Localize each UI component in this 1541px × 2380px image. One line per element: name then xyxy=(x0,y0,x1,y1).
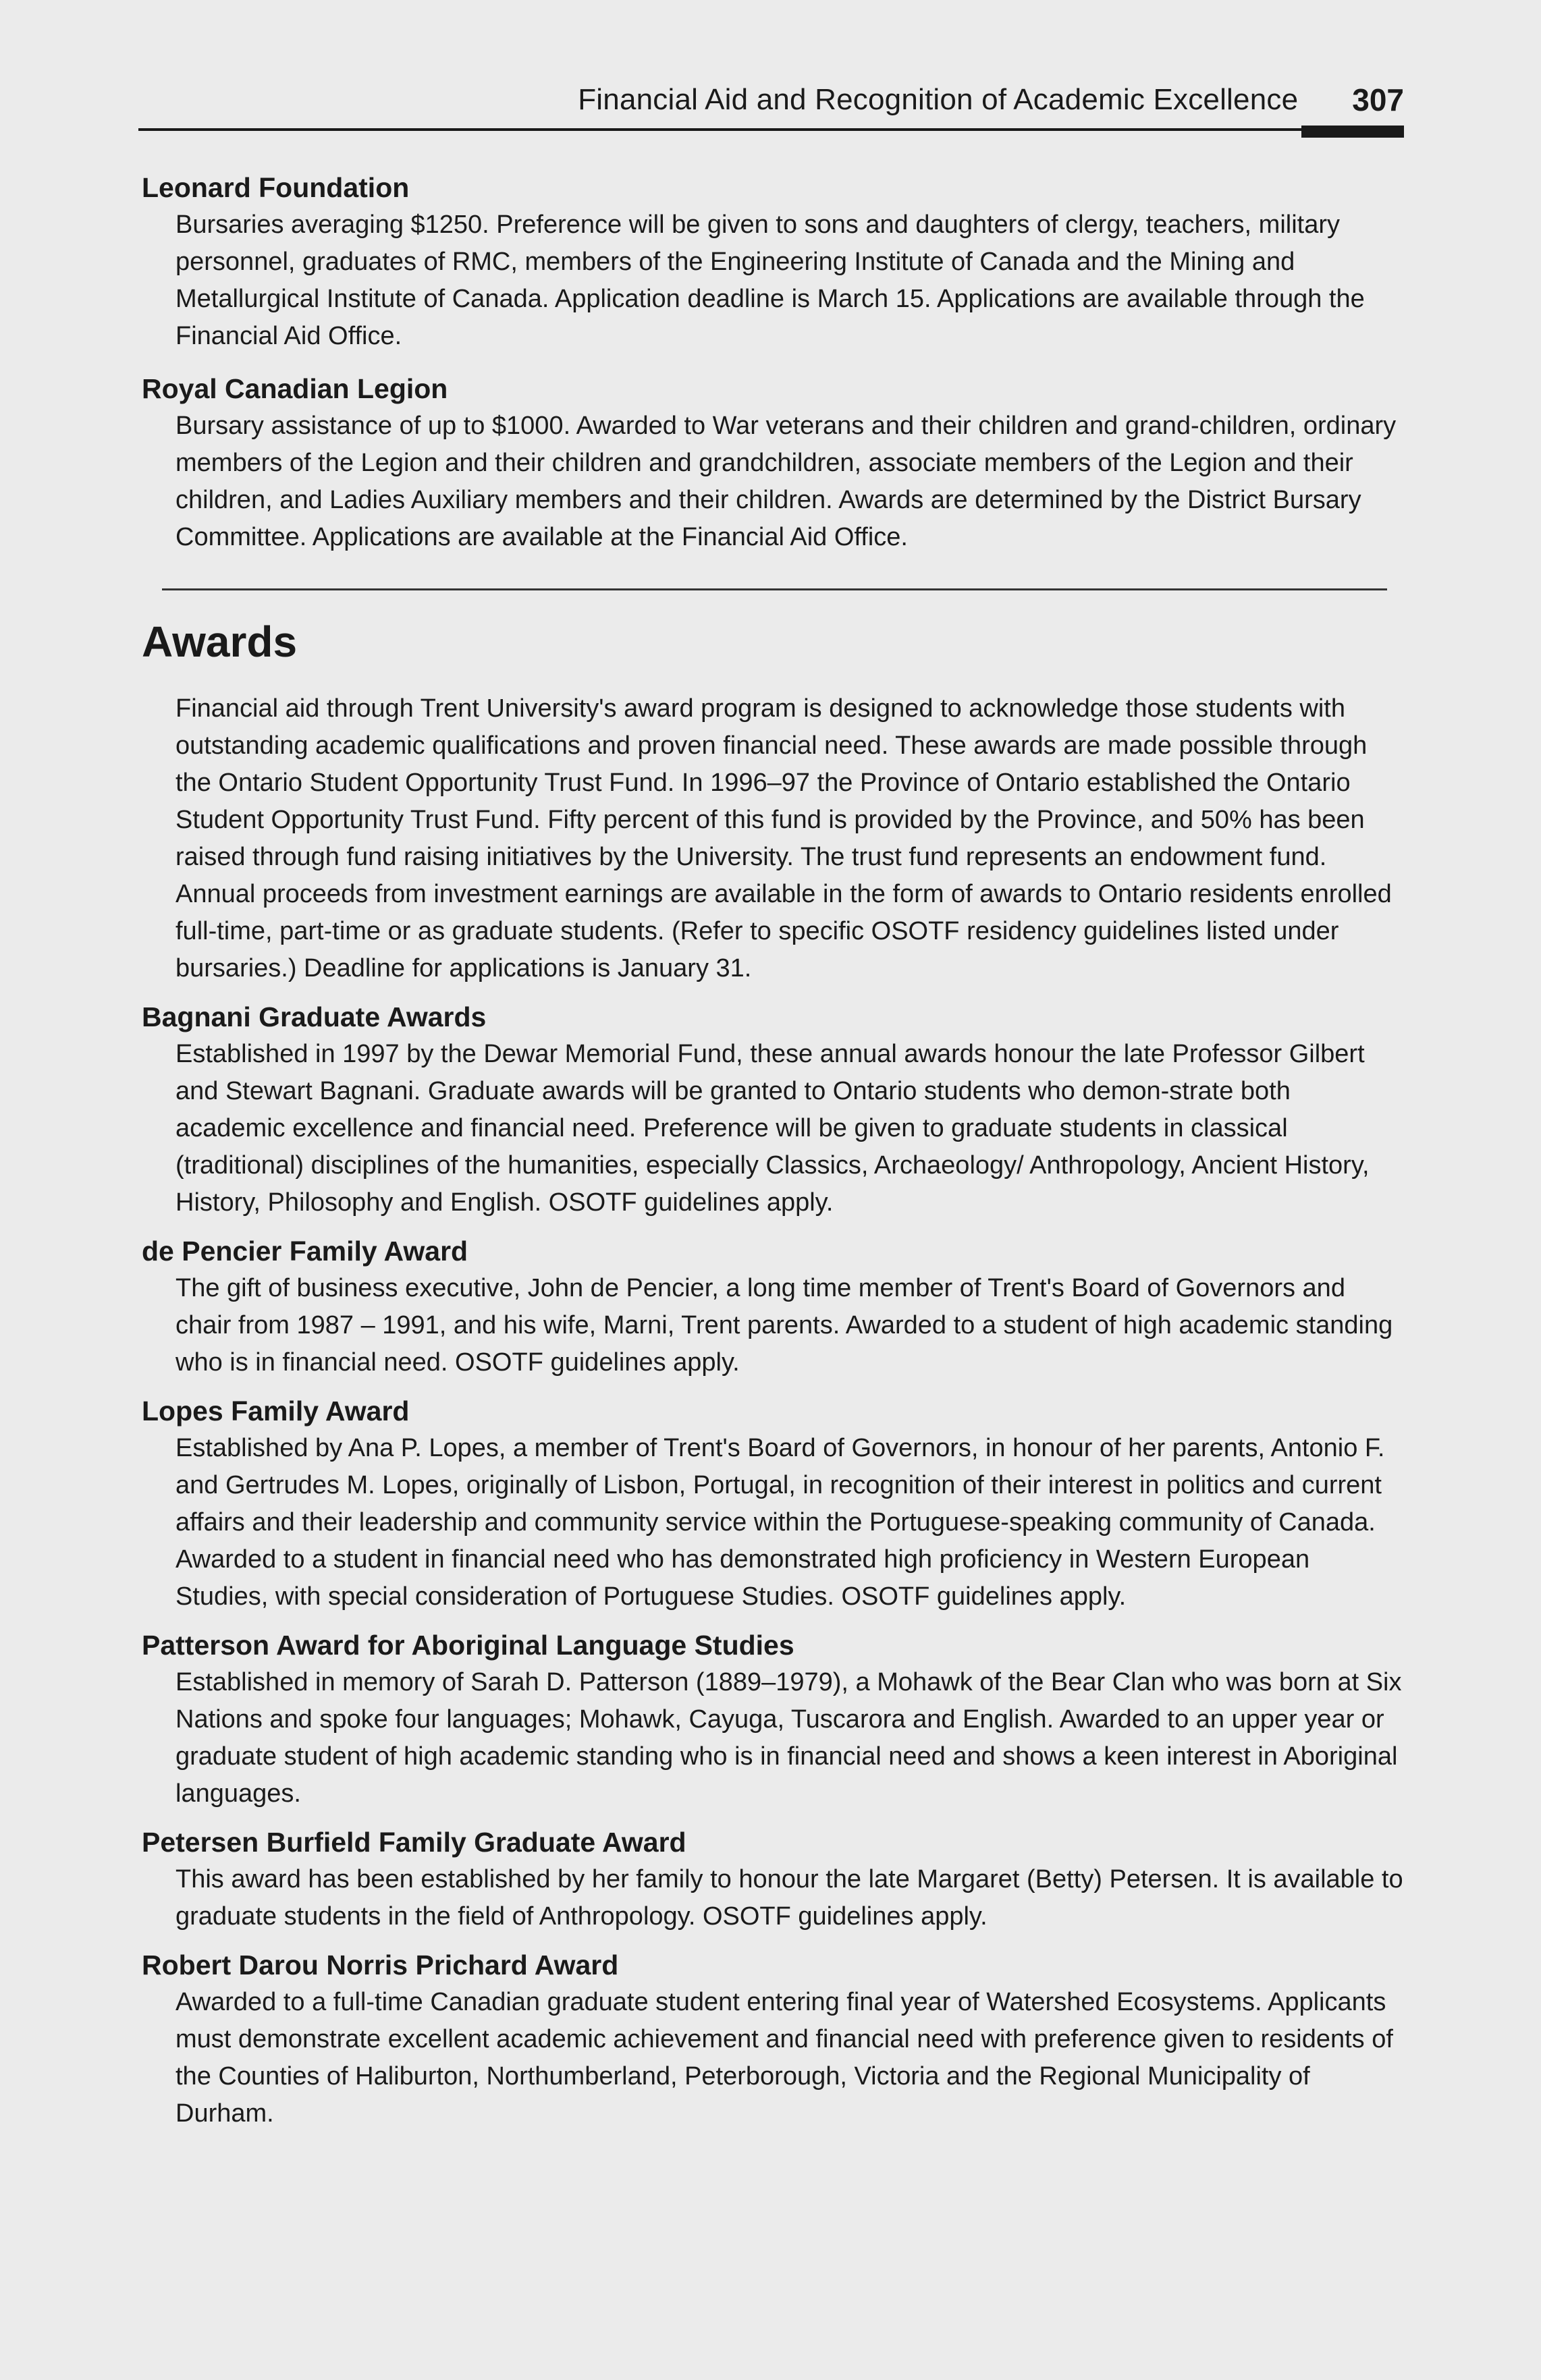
bursary-title: Royal Canadian Legion xyxy=(142,373,448,404)
award-title: Petersen Burfield Family Graduate Award xyxy=(142,1827,686,1858)
bursary-entry-leonard xyxy=(142,169,1407,355)
award-description: Established by Ana P. Lopes, a member of Trent's Board of Governors, in honour of her parents, Antonio F. and Gertrudes M. Lopes, originally of Lisbon, Portugal, in recognition of their interest in politics and current affairs and their leadership and community service within the Portuguese-speaking community of Canada. Awarded to a student in financial need who has demonstrated high proficiency in Western European Studies, with special consideration of Portuguese Studies. OSOTF guidelines apply. xyxy=(175,1434,1385,1611)
award-description: Awarded to a full-time Canadian graduate student entering final year of Watershed Ecosystems. Applicants must demonstrate excellent academic achievement and financial need with preference given to residents of the Counties of Haliburton, Northumberland, Peterborough, Victoria and the Regional Municipality of Durham. xyxy=(175,1988,1393,2128)
award-entry-prichard xyxy=(142,1946,1407,2132)
bursary-description: Bursary assistance of up to $1000. Awarded to War veterans and their children and grand-children, ordinary members of the Legion and their children and grandchildren, associate members of the Legion and their children, and Ladies Auxiliary members and their children. Awards are determined by the District Bursary Committee. Applications are available at the Financial Aid Office. xyxy=(175,412,1397,551)
award-description: This award has been established by her family to honour the late Margaret (Betty) Petersen. It is available to graduate students in the field of Anthropology. OSOTF guidelines apply. xyxy=(175,1865,1403,1931)
award-title: Lopes Family Award xyxy=(142,1395,410,1427)
running-title: Financial Aid and Recognition of Academic Excellence xyxy=(578,83,1299,116)
bursary-entry-legion xyxy=(142,370,1407,556)
award-entry-lopes xyxy=(142,1392,1407,1615)
section-heading-awards: Awards xyxy=(142,617,298,666)
award-description: Established in memory of Sarah D. Patterson (1889–1979), a Mohawk of the Bear Clan who was born at Six Nations and spoke four languages; Mohawk, Cayuga, Tuscarora and English. Awarded to an upper year or graduate student of high academic standing who is in financial need and shows a keen interest in Aboriginal languages. xyxy=(175,1668,1402,1808)
award-description: The gift of business executive, John de Pencier, a long time member of Trent's Board of Governors and chair from 1987 – 1991, and his wife, Marni, Trent parents. Awarded to a student of high academic standing who is in financial need. OSOTF guidelines apply. xyxy=(175,1274,1393,1377)
awards-intro: Financial aid through Trent University's award program is designed to acknowledge those students with outstanding academic qualifications and proven financial need. These awards are made possible through the Ontario Student Opportunity Trust Fund. In 1996–97 the Province of Ontario established the Ontario Student Opportunity Trust Fund. Fifty percent of this fund is provided by the Province, and 50% has been raised through fund raising initiatives by the University. The trust fund represents an endowment fund. Annual proceeds from investment earnings are available in the form of awards to Ontario residents enrolled full-time, part-time or as graduate students. (Refer to specific OSOTF residency guidelines listed under bursaries.) Deadline for applications is January 31. xyxy=(175,694,1392,983)
award-title: Bagnani Graduate Awards xyxy=(142,1001,487,1032)
bursary-description: Bursaries averaging $1250. Preference will be given to sons and daughters of clergy, teachers, military personnel, graduates of RMC, members of the Engineering Institute of Canada and the Mining and Metallurgical Institute of Canada. Application deadline is March 15. Applications are available through the Financial Aid Office. xyxy=(175,211,1365,350)
bursary-title: Leonard Foundation xyxy=(142,172,410,203)
award-entry-de-pencier xyxy=(142,1232,1407,1381)
award-title: de Pencier Family Award xyxy=(142,1236,468,1267)
award-entry-patterson xyxy=(142,1626,1407,1812)
award-title: Robert Darou Norris Prichard Award xyxy=(142,1949,619,1981)
award-title: Patterson Award for Aboriginal Language Studies xyxy=(142,1630,794,1661)
section-divider xyxy=(162,588,1387,590)
running-header xyxy=(142,73,1404,127)
page-number: 307 xyxy=(1352,82,1404,117)
page-content xyxy=(142,169,1407,2132)
header-tab-marker xyxy=(1301,126,1404,138)
award-description: Established in 1997 by the Dewar Memorial Fund, these annual awards honour the late Professor Gilbert and Stewart Bagnani. Graduate awards will be granted to Ontario students who demon-strate both academic excellence and financial need. Preference will be given to graduate students in classical (traditional) disciplines of the humanities, especially Classics, Archaeology/ Anthropology, Ancient History, History, Philosophy and English. OSOTF guidelines apply. xyxy=(175,1040,1370,1217)
award-entry-petersen xyxy=(142,1823,1407,1935)
award-entry-bagnani xyxy=(142,998,1407,1221)
header-rule xyxy=(138,128,1404,131)
